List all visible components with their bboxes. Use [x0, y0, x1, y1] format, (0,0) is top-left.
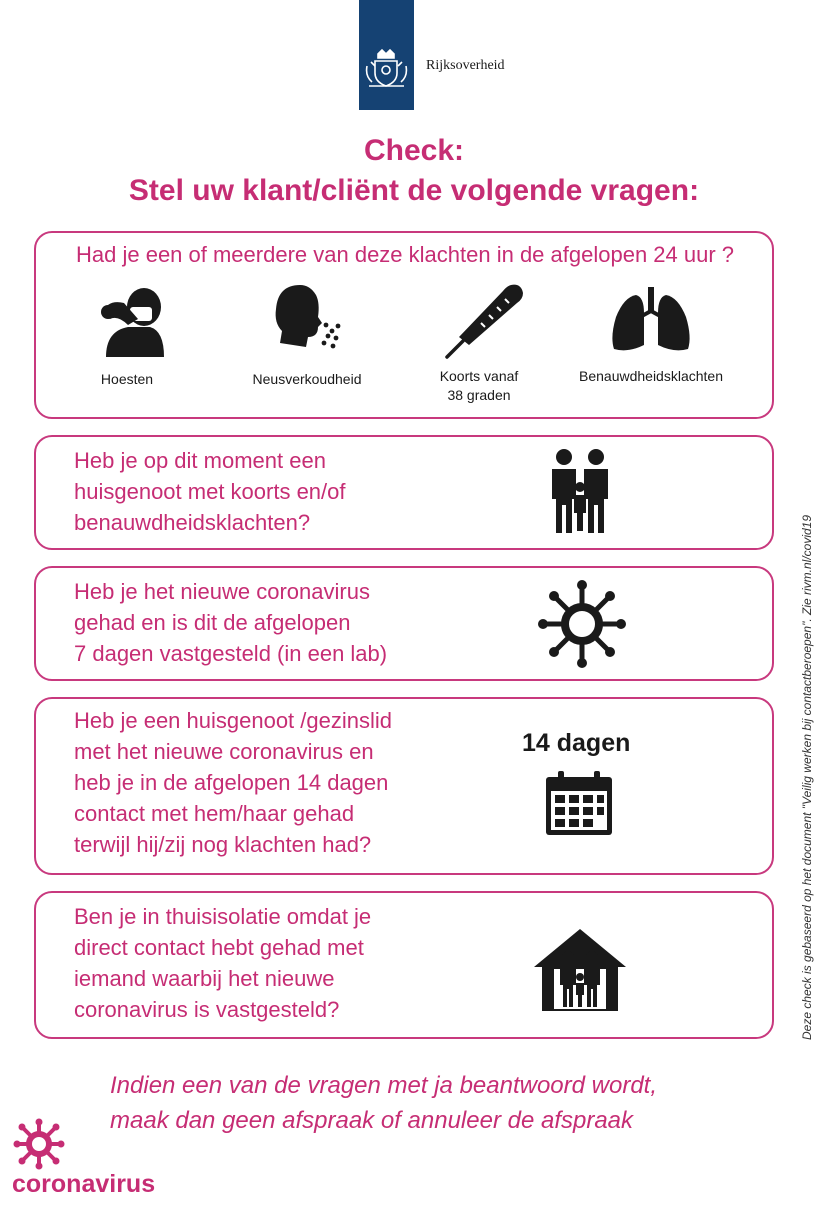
- question-text: Heb je het nieuwe coronavirus gehad en is dit de afgelopen 7 dagen vastgesteld (in een lab): [74, 579, 388, 666]
- footer-instruction: Indien een van de vragen met ja beantwoord wordt, maak dan geen afspraak of annuleer de afspraak: [110, 1072, 658, 1134]
- question-text: Heb je een huisgenoot /gezinslid met het nieuwe coronavirus en heb je in de afgelopen 14 dagen contact met hem/haar gehad terwijl hij/zij nog klachten had?: [74, 708, 393, 857]
- rijksoverheid-logo-bar: [359, 0, 414, 110]
- house-family-icon: [534, 927, 626, 1011]
- symptom-label-neusverkoudheid: Neusverkoudheid: [252, 371, 362, 387]
- thermometer-icon: [441, 281, 527, 361]
- question-box-housemate-contact: [34, 697, 774, 875]
- question-text: Had je een of meerdere van deze klachten in de afgelopen 24 uur ?: [76, 242, 735, 267]
- page-title-subtitle: Stel uw klant/cliënt de volgende vragen:: [128, 174, 700, 207]
- source-note: Deze check is gebaseerd op het document "Veilig werken bij contactberoepen". Zie rivm.nl/covid19: [800, 514, 814, 1040]
- org-name: Rijksoverheid: [426, 58, 505, 73]
- coronavirus-logo-icon: [12, 1118, 67, 1170]
- symptom-label-benauwdheid: Benauwdheidsklachten: [579, 368, 723, 384]
- question-box-housemate-symptoms: [34, 435, 774, 550]
- days-label: 14 dagen: [522, 729, 631, 757]
- coronavirus-wordmark: coronavirus: [12, 1170, 156, 1198]
- page-title-check: Check:: [363, 134, 465, 167]
- question-text: Ben je in thuisisolatie omdat je direct contact hebt gehad met iemand waarbij het nieuwe coronavirus is vastgesteld?: [74, 904, 372, 1022]
- lungs-icon: [610, 287, 692, 353]
- question-box-had-coronavirus: [34, 566, 774, 681]
- calendar-icon: [546, 771, 612, 835]
- family-icon: [546, 447, 614, 535]
- coughing-person-icon: [98, 285, 168, 357]
- symptom-label-hoesten: Hoesten: [100, 371, 154, 387]
- question-box-home-isolation: [34, 891, 774, 1039]
- symptom-label-koorts: Koorts vanaf 38 graden: [439, 368, 519, 403]
- question-box-symptoms: [34, 231, 774, 419]
- question-text: Heb je op dit moment een huisgenoot met koorts en/of benauwdheidsklachten?: [74, 448, 346, 535]
- virus-icon: [536, 578, 628, 670]
- royal-emblem-icon: [363, 48, 410, 92]
- sneezing-person-icon: [266, 283, 346, 359]
